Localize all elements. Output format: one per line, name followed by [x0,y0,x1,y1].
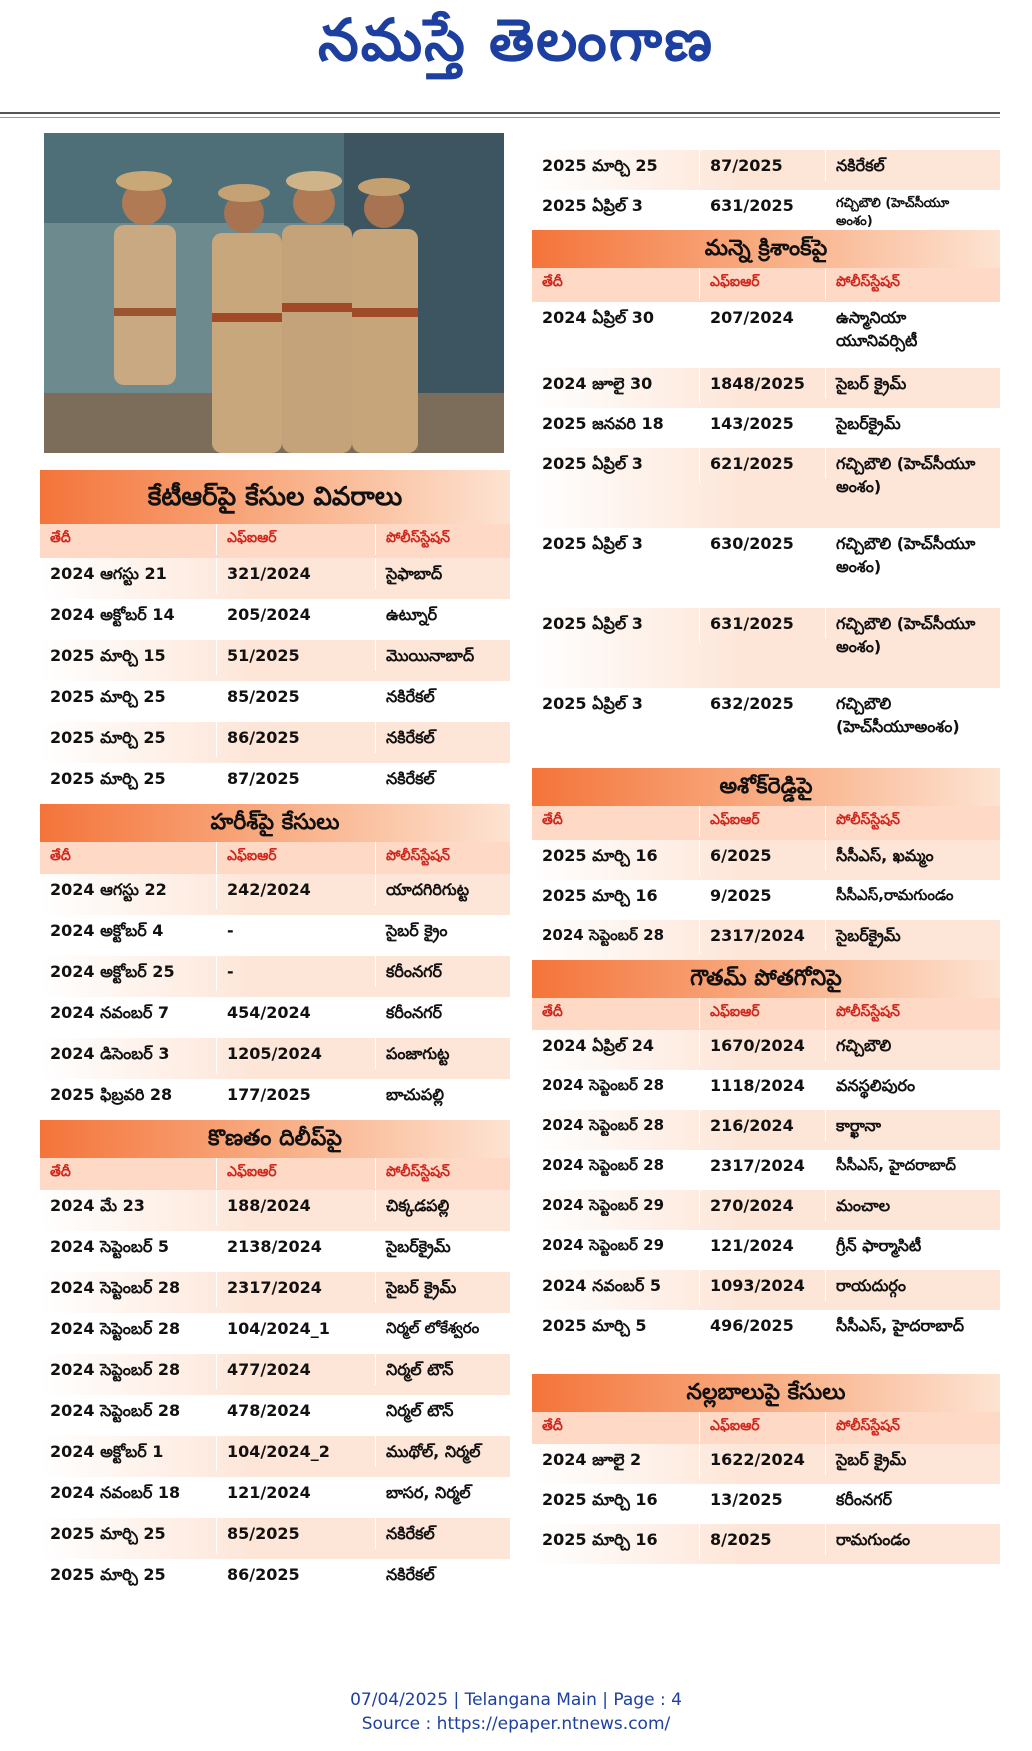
table-row [40,1518,510,1559]
heading-text: హరీశ్‌పై కేసులు [210,810,340,835]
cell-station: గచ్చిబౌలి (హెచ్‌సీయూ అంశం) [836,614,976,656]
table-row [532,920,1000,960]
table-row [532,1524,1000,1564]
cell-station: గచ్చిబౌలి (హెచ్‌సీయూ అంశం) [836,534,976,576]
cell-date: 2024 ఆగస్టు 21 [40,558,217,593]
cell-date: 2024 సెప్టెంబర్‌ 5 [40,1231,217,1266]
cell-fir: 2317/2024 [217,1272,376,1303]
table-row [40,997,510,1038]
cell-station: గచ్చిబౌలి [836,1036,892,1055]
cell-fir: 188/2024 [217,1190,376,1221]
table-row [40,915,510,956]
cell-date: 2025 మార్చి 16 [532,1524,700,1559]
table-row [532,528,1000,608]
col-fir: ఎఫ్‌ఐఆర్‌ [700,806,826,837]
cell-date: 2025 ఏప్రిల్‌ 3 [532,608,700,643]
cell-date: 2025 మార్చి 25 [40,763,217,798]
table-row [40,1436,510,1477]
cell-date: 2024 సెప్టెంబర్‌ 28 [532,920,700,954]
cell-fir: 86/2025 [217,1559,376,1590]
cell-station: సీసీఎస్‌,రామగుండం [836,886,954,904]
cell-date: 2024 సెప్టెంబర్‌ 29 [532,1230,700,1264]
col-fir: ఎఫ్‌ఐఆర్‌ [217,842,376,873]
cell-station: సైబర్‌క్రైమ్‌ [836,926,901,945]
cell-date: 2024 సెప్టెంబర్‌ 28 [40,1313,217,1348]
col-station: పోలీస్‌స్టేషన్‌ [836,1004,900,1020]
cell-fir: 242/2024 [217,874,376,905]
cell-station: వనస్థలిపురం [836,1076,916,1095]
cell-fir: 632/2025 [700,688,826,719]
cell-station: నకిరేకల్‌ [386,728,435,747]
table-row [40,1559,510,1600]
footer-source-link[interactable]: Source : https://epaper.ntnews.com/ [361,1714,671,1734]
cell-station: సైఫాబాద్‌ [386,564,443,583]
masthead-rule [0,112,1000,114]
cell-date: 2024 అక్టోబర్‌ 14 [40,599,217,634]
table-row [532,1030,1000,1070]
cell-station: నిర్మల్‌ లోకేశ్వరం [386,1319,480,1337]
col-fir: ఎఫ్‌ఐఆర్‌ [700,268,826,299]
cell-station: గ్రీన్‌ ఫార్మాసిటీ [836,1236,922,1255]
cell-date: 2024 జూలై 2 [532,1444,700,1479]
col-station: పోలీస్‌స్టేషన్‌ [836,812,900,828]
cell-station: నిర్మల్‌ టౌన్‌ [386,1401,454,1420]
cell-fir: 207/2024 [700,302,826,333]
cell-date: 2025 ఏప్రిల్‌ 3 [532,528,700,563]
col-date: తేదీ [532,806,700,837]
cell-date: 2025 ఫిబ్రవరి 28 [40,1079,217,1114]
cell-date: 2025 ఏప్రిల్‌ 3 [532,190,700,225]
cell-fir: 630/2025 [700,528,826,559]
cell-fir: 143/2025 [700,408,826,439]
cell-date: 2025 మార్చి 25 [40,722,217,757]
cell-fir: 1670/2024 [700,1030,826,1061]
cell-station: గచ్చిబౌలి (హెచ్‌సీయూఅంశం) [836,694,960,736]
ktr-rows [40,558,510,804]
footer-line-1: 07/04/2025 | Telangana Main | Page : 4 [350,1690,682,1710]
table-row [40,874,510,915]
masthead [0,0,1032,100]
manne-rows [532,302,1000,768]
dileep-rows [40,1190,510,1600]
cell-fir: 270/2024 [700,1190,826,1221]
table-row [532,608,1000,688]
cell-station: సైబర్‌క్రైమ్‌ [836,414,901,433]
cell-date: 2024 అక్టోబర్‌ 4 [40,915,217,950]
cell-date: 2024 నవంబర్‌ 7 [40,997,217,1032]
section-heading-nallabalu [532,1374,1000,1412]
cell-station: గచ్చిబౌలి (హెచ్‌సీయూ అంశం) [836,196,950,229]
cell-fir: 631/2025 [700,190,826,221]
cell-fir: 621/2025 [700,448,826,479]
cell-station: మొయినాబాద్‌ [386,646,475,665]
cell-date: 2025 జనవరి 18 [532,408,700,443]
table-row [40,1038,510,1079]
cell-station: రాయదుర్గం [836,1276,907,1295]
cell-fir: 104/2024_2 [217,1436,376,1467]
table-row [532,448,1000,528]
cell-date: 2025 మార్చి 25 [40,1518,217,1553]
table-row [532,1230,1000,1270]
cell-fir: 2317/2024 [700,1150,826,1181]
cell-station: ఉట్నూర్‌ [386,605,438,624]
col-fir: ఎఫ్‌ఐఆర్‌ [217,524,376,555]
table-row [40,1190,510,1231]
cell-station: సైబర్‌ క్రైమ్‌ [836,374,907,393]
cell-station: సైబర్‌ క్రైం [386,921,448,940]
table-header [532,806,1000,840]
harish-rows [40,874,510,1120]
right-column [532,150,1000,1564]
heading-text: గౌతమ్‌ పోతగోనిపై [690,966,842,991]
cell-date: 2024 నవంబర్‌ 18 [40,1477,217,1512]
cell-station: చిక్కడపల్లి [386,1196,450,1215]
col-station: పోలీస్‌స్టేషన్‌ [386,1164,450,1180]
cell-fir: 2138/2024 [217,1231,376,1262]
col-date: తేదీ [40,524,217,555]
table-row [40,558,510,599]
cell-fir: - [217,915,376,946]
cell-date: 2024 డిసెంబర్‌ 3 [40,1038,217,1073]
col-date: తేదీ [40,842,217,873]
table-row [40,1231,510,1272]
table-row [532,1190,1000,1230]
cell-fir: 6/2025 [700,840,826,871]
cell-date: 2025 మార్చి 25 [532,150,700,185]
table-row [532,1444,1000,1484]
table-row [40,1272,510,1313]
table-row [40,722,510,763]
cell-fir: 205/2024 [217,599,376,630]
section-heading-dileep [40,1120,510,1158]
cell-date: 2025 మార్చి 16 [532,880,700,915]
heading-text: కొణతం దిలీప్‌పై [207,1126,343,1151]
section-heading-harish [40,804,510,842]
col-station: పోలీస్‌స్టేషన్‌ [836,1418,900,1434]
table-header [532,998,1000,1030]
table-row [40,1395,510,1436]
table-row [532,1484,1000,1524]
cell-fir: 85/2025 [217,1518,376,1549]
table-row [40,1354,510,1395]
cell-station: బాచుపల్లి [386,1085,444,1104]
table-row [532,840,1000,880]
section-heading-ashok [532,768,1000,806]
cell-fir: 87/2025 [217,763,376,794]
table-row [532,302,1000,368]
table-row [532,408,1000,448]
cell-fir: 177/2025 [217,1079,376,1110]
cell-fir: 9/2025 [700,880,826,911]
table-row [40,1313,510,1354]
cell-fir: 496/2025 [700,1310,826,1341]
cell-fir: 1622/2024 [700,1444,826,1475]
section-heading-gautham [532,960,1000,998]
table-row [40,1079,510,1120]
cell-station: సైబర్‌ క్రైమ్‌ [386,1278,457,1297]
heading-text: అశోక్‌రెడ్డిపై [719,774,813,799]
cell-date: 2024 సెప్టెంబర్‌ 28 [40,1272,217,1307]
table-row [40,1477,510,1518]
cell-fir: 216/2024 [700,1110,826,1141]
table-row [532,1110,1000,1150]
cell-date: 2024 సెప్టెంబర్‌ 28 [40,1354,217,1389]
newspaper-logo: నమస్తే తెలంగాణ [318,6,714,74]
cell-station: సీసీఎస్‌, ఖమ్మం [836,846,934,865]
cell-station: కరీంనగర్‌ [836,1490,893,1509]
ashok-rows [532,840,1000,960]
table-row [532,1070,1000,1110]
cell-station: కార్ఖానా [836,1116,881,1135]
cell-fir: 121/2024 [700,1230,826,1261]
cell-fir: 477/2024 [217,1354,376,1385]
col-station: పోలీస్‌స్టేషన్‌ [836,274,900,290]
cell-fir: 104/2024_1 [217,1313,376,1344]
cell-date: 2025 మార్చి 5 [532,1310,700,1345]
cell-station: నకిరేకల్‌ [386,769,435,788]
col-station: పోలీస్‌స్టేషన్‌ [386,530,450,546]
cell-station: నకిరేకల్‌ [836,156,885,175]
cell-station: నకిరేకల్‌ [386,1524,435,1543]
cell-date: 2025 మార్చి 25 [40,681,217,716]
cell-station: గచ్చిబౌలి (హెచ్‌సీయూ అంశం) [836,454,976,496]
cell-fir: 85/2025 [217,681,376,712]
table-header [40,1158,510,1190]
table-row [532,1270,1000,1310]
cell-date: 2025 మార్చి 16 [532,1484,700,1519]
cell-fir: 454/2024 [217,997,376,1028]
table-row [40,599,510,640]
cell-date: 2024 సెప్టెంబర్‌ 29 [532,1190,700,1224]
cell-date: 2024 ఏప్రిల్‌ 30 [532,302,700,337]
police-officers-image [44,133,504,453]
cell-fir: - [217,956,376,987]
table-row [532,880,1000,920]
table-row [40,681,510,722]
table-row [532,368,1000,408]
cell-fir: 121/2024 [217,1477,376,1508]
col-date: తేదీ [532,1412,700,1443]
cell-date: 2024 నవంబర్‌ 5 [532,1270,700,1305]
cell-date: 2024 ఏప్రిల్‌ 24 [532,1030,700,1065]
heading-text: కేటీఆర్‌పై కేసుల వివరాలు [147,482,403,512]
cell-station: కరీంనగర్‌ [386,1003,443,1022]
cell-date: 2025 మార్చి 15 [40,640,217,675]
table-row [532,150,1000,190]
section-heading-ktr [40,470,510,524]
table-row [532,1150,1000,1190]
table-row [40,956,510,997]
cell-station: సైబర్‌క్రైమ్‌ [386,1237,451,1256]
cell-station: యాదగిరిగుట్ట [386,880,470,899]
cell-date: 2024 సెప్టెంబర్‌ 28 [532,1110,700,1144]
table-row [532,688,1000,768]
col-station: పోలీస్‌స్టేషన్‌ [386,848,450,864]
nallabalu-rows [532,1444,1000,1564]
table-header [40,842,510,874]
cell-fir: 13/2025 [700,1484,826,1515]
left-column [40,470,510,1600]
col-fir: ఎఫ్‌ఐఆర్‌ [700,1412,826,1443]
cell-fir: 321/2024 [217,558,376,589]
masthead-rule-thin [0,117,1000,118]
table-row [40,763,510,804]
cell-date: 2024 అక్టోబర్‌ 1 [40,1436,217,1471]
cell-fir: 1848/2025 [700,368,826,399]
col-fir: ఎఫ్‌ఐఆర్‌ [700,998,826,1029]
cell-fir: 1118/2024 [700,1070,826,1101]
cell-fir: 631/2025 [700,608,826,639]
gautham-rows [532,1030,1000,1374]
cell-fir: 51/2025 [217,640,376,671]
cell-station: మంచాల [836,1196,891,1215]
cell-fir: 1093/2024 [700,1270,826,1301]
cell-station: పంజాగుట్ట [386,1044,450,1063]
cell-station: నకిరేకల్‌ [386,687,435,706]
cell-fir: 1205/2024 [217,1038,376,1069]
cell-fir: 86/2025 [217,722,376,753]
cell-station: ఉస్మానియా యూనివర్సిటీ [836,308,918,350]
cell-fir: 478/2024 [217,1395,376,1426]
cell-date: 2024 సెప్టెంబర్‌ 28 [40,1395,217,1430]
cell-date: 2024 ఆగస్టు 22 [40,874,217,909]
cell-station: కరీంనగర్‌ [386,962,443,981]
cell-station: నకిరేకల్‌ [386,1565,435,1584]
cell-date: 2025 మార్చి 16 [532,840,700,875]
cell-date: 2024 మే 23 [40,1190,217,1225]
heading-text: మన్నె క్రిశాంక్‌పై [704,236,828,261]
cell-fir: 2317/2024 [700,920,826,951]
cell-date: 2025 మార్చి 25 [40,1559,217,1594]
table-header [532,268,1000,302]
cell-date: 2024 జూలై 30 [532,368,700,403]
cell-station: సీసీఎస్‌, హైదరాబాద్‌ [836,1316,964,1335]
cell-station: సీసీఎస్‌, హైదరాబాద్‌ [836,1156,956,1174]
cell-date: 2025 ఏప్రిల్‌ 3 [532,448,700,483]
table-row [532,1310,1000,1374]
continued-rows [532,150,1000,230]
col-date: తేదీ [532,268,700,299]
cell-fir: 87/2025 [700,150,826,181]
cell-station: బాసర, నిర్మల్‌ [386,1483,471,1502]
col-fir: ఎఫ్‌ఐఆర్‌ [217,1158,376,1189]
heading-text: నల్లబాలుపై కేసులు [686,1380,846,1405]
cell-date: 2024 అక్టోబర్‌ 25 [40,956,217,991]
cell-station: ముథోల్‌, నిర్మల్‌ [386,1442,481,1461]
cell-date: 2024 సెప్టెంబర్‌ 28 [532,1150,700,1184]
cell-date: 2025 ఏప్రిల్‌ 3 [532,688,700,723]
cell-date: 2024 సెప్టెంబర్‌ 28 [532,1070,700,1104]
cell-fir: 8/2025 [700,1524,826,1555]
table-header [532,1412,1000,1444]
col-date: తేదీ [532,998,700,1029]
col-date: తేదీ [40,1158,217,1189]
cell-station: రామగుండం [836,1530,911,1549]
police-photo [44,133,504,453]
table-header [40,524,510,558]
table-row [532,190,1000,230]
cell-station: సైబర్‌ క్రైమ్‌ [836,1450,907,1469]
table-row [40,640,510,681]
cell-station: నిర్మల్‌ టౌన్‌ [386,1360,454,1379]
